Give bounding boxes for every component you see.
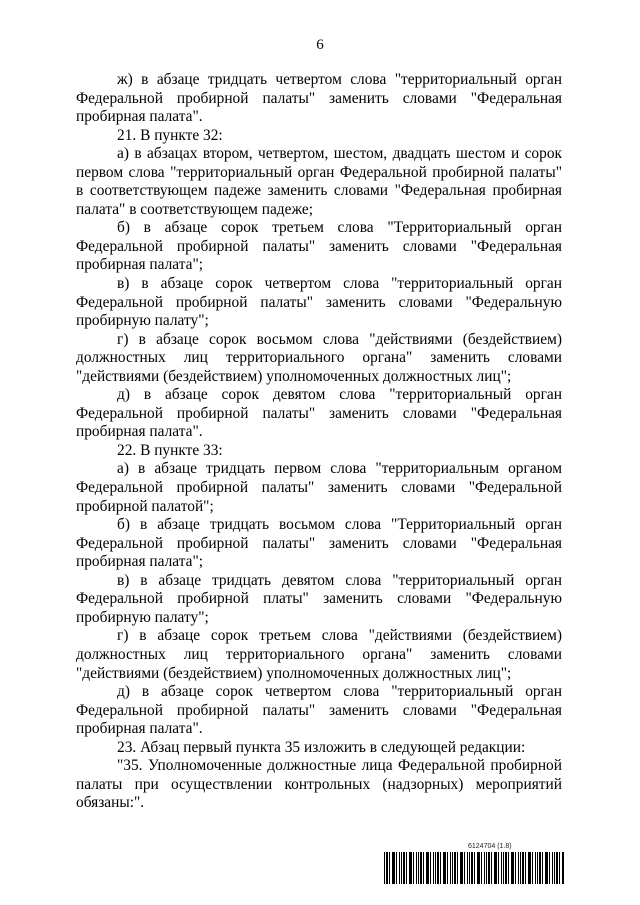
paragraph: д) в абзаце сорок девятом слова "территориальный орган Федеральной пробирной палаты" заменить словами "Федеральная пробирная палата".: [76, 386, 562, 441]
paragraph: "35. Уполномоченные должностные лица Федеральной пробирной палаты при осуществлении контрольных (надзорных) мероприятий обязаны:".: [76, 757, 562, 812]
paragraph: 22. В пункте 33:: [117, 441, 223, 459]
barcode-label: 6124704 (1.8): [468, 843, 512, 850]
paragraph: г) в абзаце сорок третьем слова "действиями (бездействием) должностных лиц территориального органа" заменить словами "действиями (бездействием) уполномоченных должностных лиц";: [76, 627, 562, 682]
paragraph: ж) в абзаце тридцать четвертом слова "территориальный орган Федеральной пробирной палаты" заменить словами "Федеральная пробирная палата".: [76, 71, 562, 126]
paragraph: 23. Абзац первый пункта 35 изложить в следующей редакции:: [117, 738, 526, 756]
paragraph: б) в абзаце тридцать восьмом слова "Территориальный орган Федеральной пробирной палаты" заменить словами "Федеральная пробирная палата";: [76, 516, 562, 571]
paragraph: д) в абзаце сорок четвертом слова "территориальный орган Федеральной пробирной палаты" заменить словами "Федеральная пробирная палата".: [76, 683, 562, 738]
paragraph: а) в абзацах втором, четвертом, шестом, двадцать шестом и сорок первом слова "территориальный орган Федеральной пробирной палаты" в соответствующем падеже заменить словами "Федеральная пробирная палата" в соответствующем падеже;: [76, 145, 562, 218]
paragraph: в) в абзаце сорок четвертом слова "территориальный орган Федеральной пробирной палаты" заменить словами "Федеральную пробирную палату";: [76, 275, 562, 330]
paragraph: а) в абзаце тридцать первом слова "территориальным органом Федеральной пробирной палаты" заменить словами "Федеральной пробирной палатой";: [76, 460, 562, 515]
barcode-block: [384, 842, 564, 892]
barcode-icon: [384, 852, 564, 884]
paragraph: б) в абзаце сорок третьем слова "Территориальный орган Федеральной пробирной палаты" заменить словами "Федеральная пробирная палата";: [76, 219, 562, 274]
paragraph: г) в абзаце сорок восьмом слова "действиями (бездействием) должностных лиц территориального органа" заменить словами "действиями (бездействием) уполномоченных должностных лиц";: [76, 330, 562, 385]
document-body: [76, 71, 562, 813]
paragraph: в) в абзаце тридцать девятом слова "территориальный орган Федеральной пробирной платы" заменить словами "Федеральную пробирную палату";: [76, 571, 562, 626]
paragraph: 21. В пункте 32:: [117, 126, 223, 144]
page-number: 6: [316, 37, 324, 53]
